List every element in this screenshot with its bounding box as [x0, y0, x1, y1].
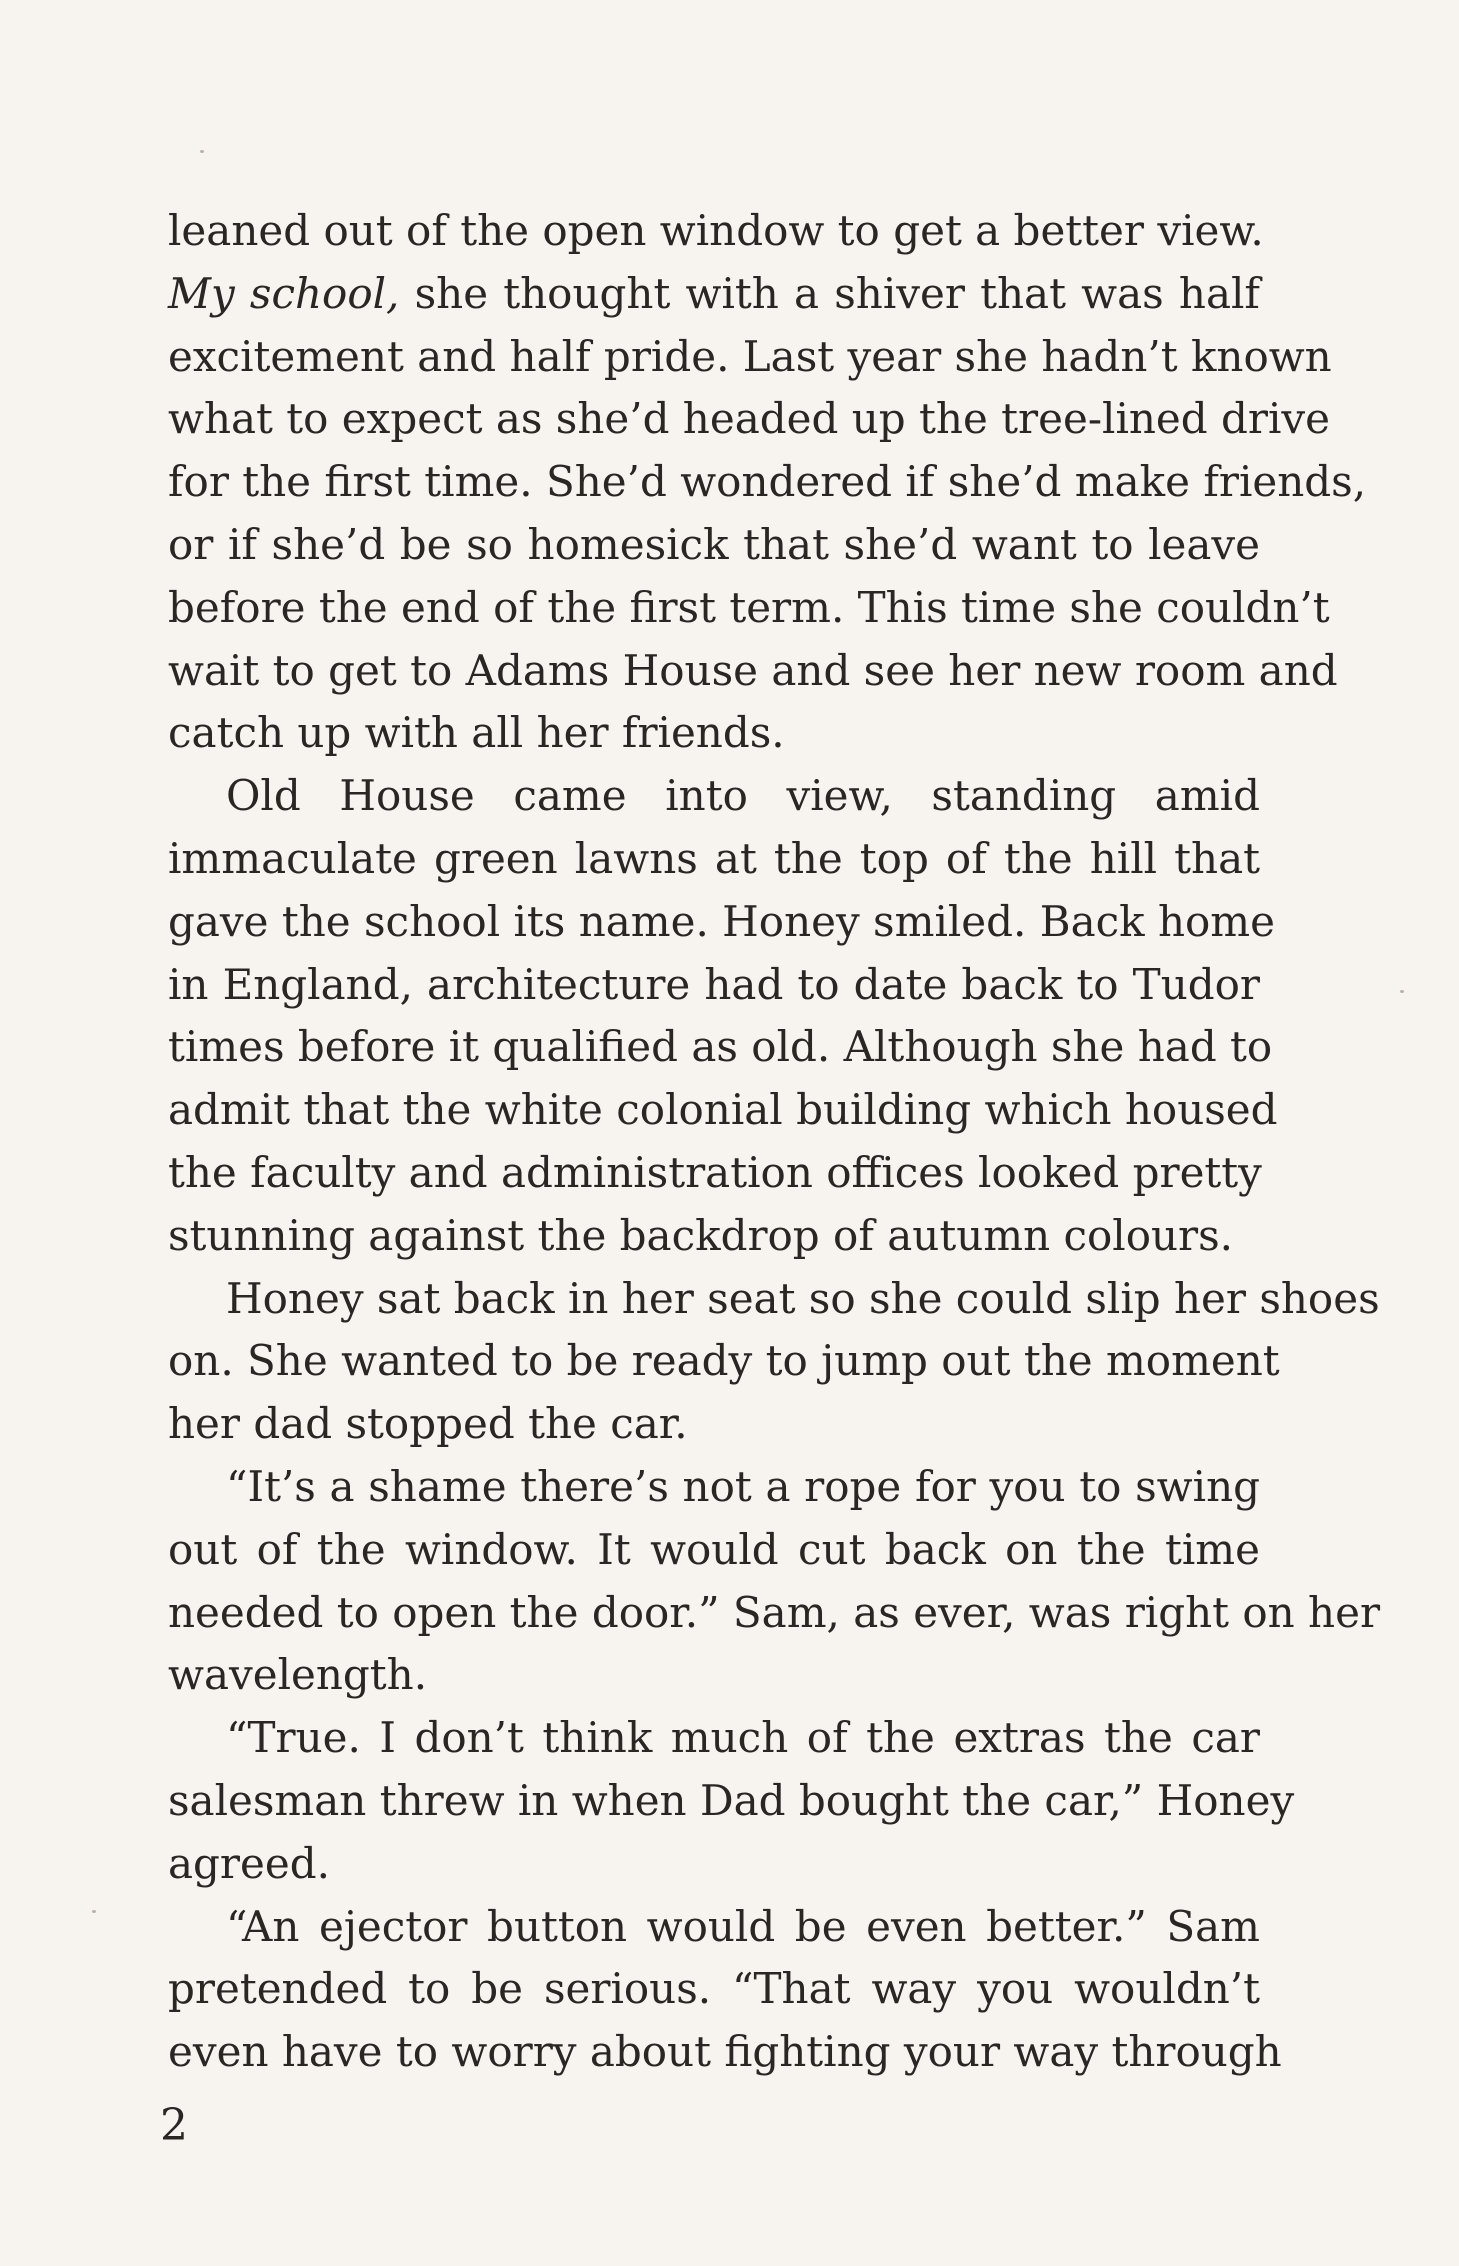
line-text: wavelength. [168, 1650, 428, 1700]
line-text: excitement and half pride. Last year she hadn’t known [168, 331, 1332, 381]
line-text: her dad stopped the car. [168, 1399, 688, 1449]
line-text: or if she’d be so homesick that she’d want to leave [168, 519, 1260, 569]
text-line [168, 2021, 1282, 2084]
paragraph [168, 200, 1367, 765]
line-text: in England, architecture had to date back to Tudor [168, 959, 1260, 1009]
text-line [168, 326, 1332, 389]
text-line [168, 388, 1330, 451]
text-line [168, 954, 1260, 1017]
text-line [168, 828, 1260, 891]
paragraph [168, 1707, 1295, 1895]
line-text: salesman threw in when Dad bought the car,” Honey [168, 1775, 1295, 1825]
text-line [168, 1896, 1260, 1959]
text-line [168, 1268, 1380, 1331]
text-line [168, 702, 1260, 765]
line-text: out of the window. It would cut back on the time [168, 1524, 1260, 1574]
line-text: stunning against the backdrop of autumn colours. [168, 1210, 1234, 1260]
line-text: she thought with a shiver that was half [399, 268, 1260, 318]
paragraph [168, 1268, 1380, 1456]
line-text: for the first time. She’d wondered if she’d make friends, [168, 457, 1367, 507]
line-text: immaculate green lawns at the top of the hill that [168, 833, 1260, 883]
italic-phrase: My school, [168, 268, 400, 318]
line-text: leaned out of the open window to get a better view. [168, 206, 1264, 255]
line-text: Honey sat back in her seat so she could slip her shoes [226, 1273, 1380, 1323]
line-text: agreed. [168, 1838, 330, 1888]
line-text: admit that the white colonial building which housed [168, 1085, 1278, 1135]
text-line [168, 1142, 1260, 1205]
line-text: wait to get to Adams House and see her new room and [168, 645, 1338, 695]
line-text: catch up with all her friends. [168, 708, 785, 758]
paragraph [168, 1896, 1282, 2084]
line-text: before the end of the first term. This time she couldn’t [168, 582, 1330, 632]
text-line [168, 1644, 1260, 1707]
text-line [168, 451, 1367, 514]
line-text: gave the school its name. Honey smiled. Back home [168, 896, 1275, 946]
paper-speck [92, 1910, 96, 1913]
text-line [168, 1519, 1260, 1582]
text-line [168, 1958, 1260, 2021]
paper-speck [200, 150, 204, 153]
text-line [168, 765, 1260, 828]
line-text: the faculty and administration offices looked pretty [168, 1147, 1262, 1197]
line-text: “It’s a shame there’s not a rope for you to swing [226, 1461, 1260, 1511]
line-text: “True. I don’t think much of the extras the car [226, 1713, 1260, 1763]
page-number: 2 [160, 2100, 188, 2151]
line-text: even have to worry about fighting your way through [168, 2027, 1282, 2077]
text-line [168, 1707, 1260, 1770]
text-line [168, 1833, 1260, 1896]
text-line [168, 1330, 1280, 1393]
text-line [168, 1582, 1381, 1645]
text-line [168, 1770, 1295, 1833]
line-text: needed to open the door.” Sam, as ever, was right on her [168, 1587, 1381, 1637]
body-text [168, 200, 1381, 2084]
text-line [168, 1079, 1278, 1142]
text-line [168, 1205, 1260, 1268]
line-text: pretended to be serious. “That way you wouldn’t [168, 1964, 1260, 2014]
line-text: on. She wanted to be ready to jump out the moment [168, 1336, 1280, 1386]
text-line [168, 1456, 1260, 1519]
line-text: Old House came into view, standing amid [226, 771, 1260, 821]
text-line [168, 514, 1260, 577]
text-line [168, 640, 1338, 703]
line-text: times before it qualified as old. Although she had to [168, 1022, 1273, 1072]
line-text: what to expect as she’d headed up the tree-lined drive [168, 394, 1330, 444]
paragraph [168, 765, 1278, 1267]
paragraph [168, 1456, 1381, 1707]
text-line [168, 1016, 1273, 1079]
text-line [168, 577, 1330, 640]
text-line [168, 263, 1260, 326]
text-line [168, 891, 1275, 954]
text-line [168, 1393, 1260, 1456]
text-line [168, 200, 1264, 263]
paper-speck [1400, 990, 1404, 993]
line-text: “An ejector button would be even better.” Sam [226, 1901, 1260, 1951]
